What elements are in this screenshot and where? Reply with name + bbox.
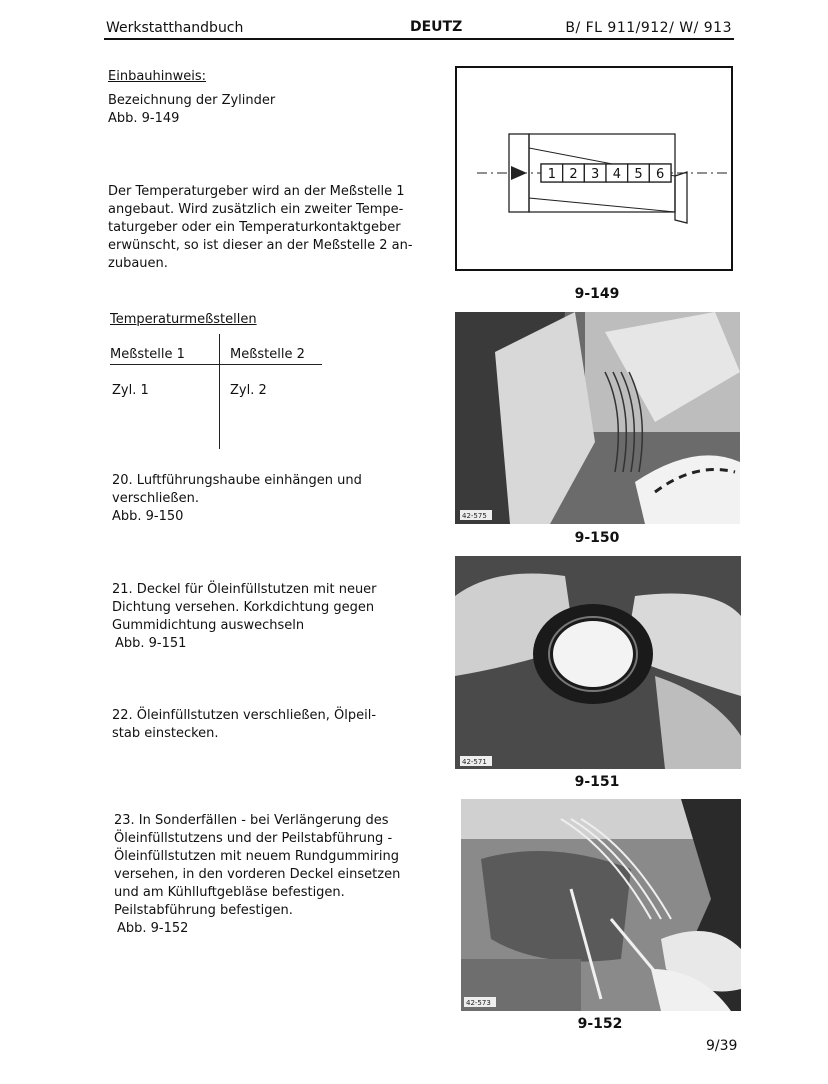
header-brand: DEUTZ <box>410 19 463 35</box>
step-line: Abb. 9-150 <box>112 509 184 524</box>
step-line: Abb. 9-152 <box>117 921 189 936</box>
paragraph-line: taturgeber oder ein Temperaturkontaktgeber <box>108 220 401 235</box>
cylinder-number: 2 <box>569 167 578 182</box>
paragraph-line: Der Temperaturgeber wird an der Meßstelle 1 <box>108 184 405 199</box>
installation-note-title: Einbauhinweis: <box>108 69 207 84</box>
page-header <box>104 18 734 40</box>
photo-oil-filler-cap <box>455 556 741 769</box>
step-line: Gummidichtung auswechseln <box>112 618 305 633</box>
cylinder-number: 1 <box>547 167 556 182</box>
step-line: Öleinfüllstutzen mit neuem Rundgummiring <box>114 849 399 864</box>
paragraph-line: zubauen. <box>108 256 168 271</box>
step-line: 23. In Sonderfällen - bei Verlängerung des <box>114 813 389 828</box>
table-column-rule <box>219 334 220 449</box>
cylinder-number: 4 <box>612 167 621 182</box>
step-21 <box>112 581 377 653</box>
figure-caption-9-152: 9-152 <box>577 1016 623 1032</box>
figure-caption-9-151: 9-151 <box>574 774 620 790</box>
installation-note-line: Bezeichnung der Zylinder <box>108 93 276 108</box>
step-line: Dichtung versehen. Korkdichtung gegen <box>112 600 375 615</box>
step-line: Abb. 9-151 <box>115 636 187 651</box>
cylinder-number: 5 <box>634 167 643 182</box>
photo-label-9-151: 42-571 <box>462 758 487 766</box>
cylinder-diagram <box>455 66 733 271</box>
step-20 <box>112 472 362 526</box>
table-col2-value: Zyl. 2 <box>230 383 267 398</box>
installation-note-line: Abb. 9-149 <box>108 111 180 126</box>
paragraph-line: erwünscht, so ist dieser an der Meßstelle 2 an- <box>108 238 413 253</box>
installation-note <box>108 68 275 128</box>
step-line: Peilstabführung befestigen. <box>114 903 293 918</box>
photo-oil-filler-cap-image <box>455 556 741 769</box>
table-col1-header: Meßstelle 1 <box>110 347 185 362</box>
cylinder-diagram-drawing <box>457 68 731 269</box>
photo-air-duct-hood-image <box>455 312 740 524</box>
step-23 <box>114 812 400 938</box>
step-line: versehen, in den vorderen Deckel einsetzen <box>114 867 401 882</box>
table-col1-value: Zyl. 1 <box>112 383 149 398</box>
header-manual-title: Werkstatthandbuch <box>106 20 244 36</box>
measuring-points-title: Temperaturmeßstellen <box>110 312 257 327</box>
photo-filler-neck-extension <box>461 799 741 1011</box>
table-col2-header: Meßstelle 2 <box>230 347 305 362</box>
cylinder-number: 3 <box>591 167 600 182</box>
step-line: Öleinfüllstutzens und der Peilstabführung - <box>114 831 393 846</box>
figure-caption-9-149: 9-149 <box>574 286 620 302</box>
photo-label-9-152: 42-573 <box>466 999 491 1007</box>
step-line: verschließen. <box>112 491 199 506</box>
step-22 <box>112 707 376 743</box>
paragraph-line: angebaut. Wird zusätzlich ein zweiter Tempe- <box>108 202 404 217</box>
table-header-rule <box>110 364 322 365</box>
step-line: 21. Deckel für Öleinfüllstutzen mit neuer <box>112 582 377 597</box>
step-line: stab einstecken. <box>112 726 219 741</box>
temperature-sensor-paragraph <box>108 183 413 273</box>
figure-caption-9-150: 9-150 <box>574 530 620 546</box>
header-model-range: B/ FL 911/912/ W/ 913 <box>565 20 732 36</box>
step-line: 20. Luftführungshaube einhängen und <box>112 473 362 488</box>
step-line: und am Kühlluftgebläse befestigen. <box>114 885 345 900</box>
photo-filler-neck-extension-image <box>461 799 741 1011</box>
step-line: 22. Öleinfüllstutzen verschließen, Ölpeil- <box>112 708 377 723</box>
cylinder-number: 6 <box>656 167 665 182</box>
page-number: 9/39 <box>706 1038 738 1054</box>
photo-label-9-150: 42-575 <box>462 512 487 520</box>
photo-air-duct-hood <box>455 312 740 524</box>
